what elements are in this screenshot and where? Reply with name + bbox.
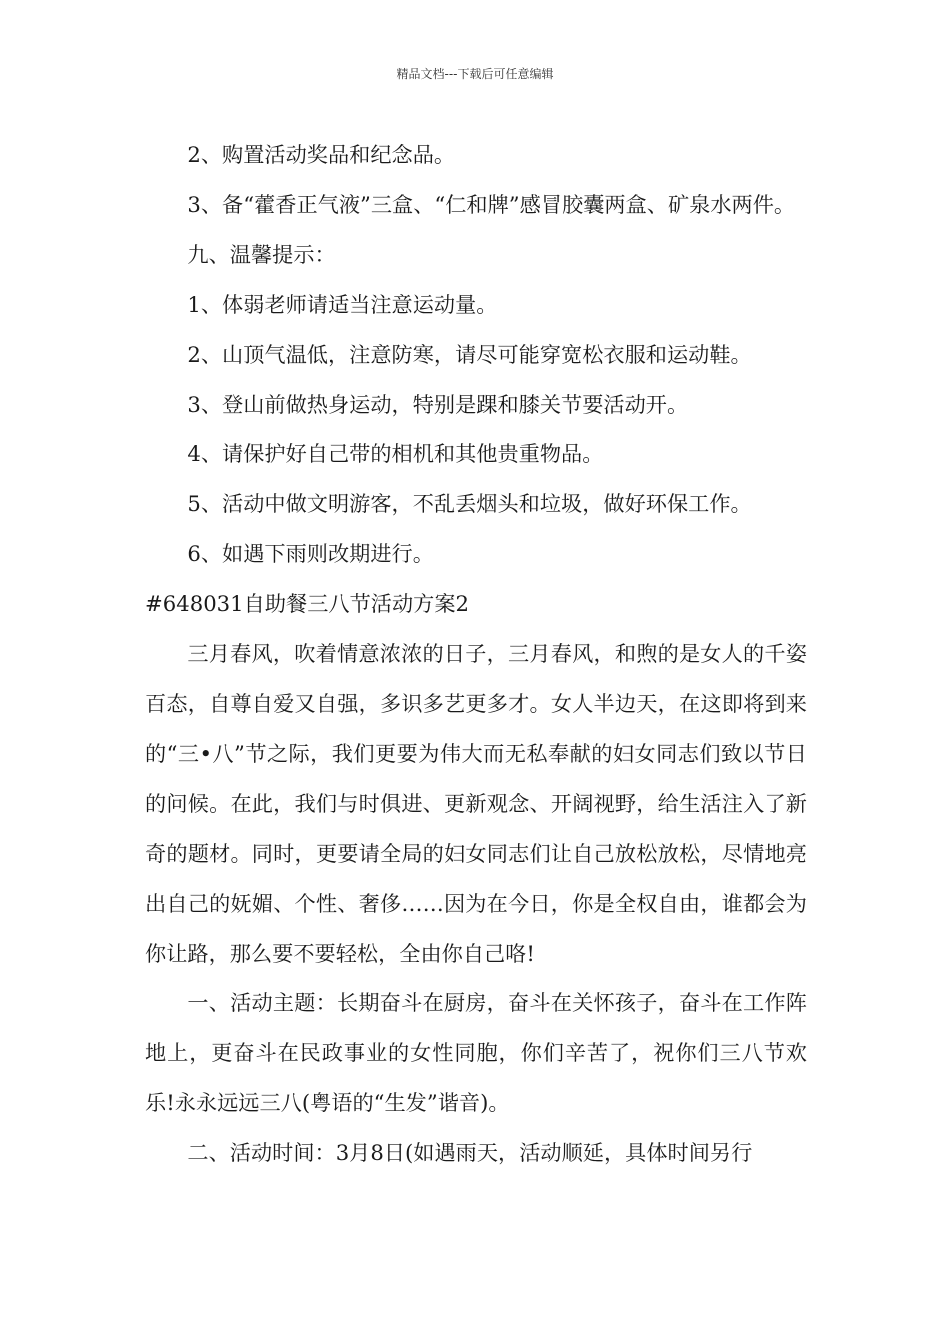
- paragraph-activity-theme: 一、活动主题：长期奋斗在厨房，奋斗在关怀孩子，奋斗在工作阵地上，更奋斗在民政事业的女性同胞，你们辛苦了，祝你们三八节欢乐!永永远远三八(粤语的“生发”谐音)。: [145, 990, 807, 1116]
- paragraph-tip-5: 5、活动中做文明游客，不乱丢烟头和垃圾，做好环保工作。: [187, 491, 752, 517]
- section-title-plan-2: #648031自助餐三八节活动方案2: [145, 591, 469, 617]
- paragraph-tip-3: 3、登山前做热身运动，特别是踝和膝关节要活动开。: [187, 391, 689, 417]
- page-header: 精品文档---下载后可任意编辑: [396, 67, 554, 81]
- paragraph-intro: 三月春风，吹着情意浓浓的日子，三月春风，和煦的是女人的千姿百态，自尊自爱又自强，多识多艺更多才。女人半边天，在这即将到来的“三•八”节之际，我们更要为伟大而无私奉献的妇女同志们致以节日的问候。在此，我们与时俱进、更新观念、开阔视野，给生活注入了新奇的题材。同时，更要请全局的妇女同志们让自己放松放松，尽情地亮出自己的妩媚、个性、奢侈……因为在今日，你是全权自由，谁都会为你让路，那么要不要轻松，全由你自己咯!: [145, 641, 807, 966]
- paragraph-medicine-supplies: 3、备“藿香正气液”三盒、“仁和牌”感冒胶囊两盒、矿泉水两件。: [187, 191, 796, 217]
- paragraph-tip-2: 2、山顶气温低，注意防寒，请尽可能穿宽松衣服和运动鞋。: [187, 341, 752, 367]
- section-heading-tips: 九、温馨提示：: [187, 241, 336, 267]
- paragraph-tip-6: 6、如遇下雨则改期进行。: [187, 541, 434, 567]
- document-body: [145, 130, 807, 1178]
- paragraph-activity-time: 二、活动时间：3月8日(如遇雨天，活动顺延，具体时间另行: [187, 1140, 753, 1166]
- paragraph-tip-4: 4、请保护好自己带的相机和其他贵重物品。: [187, 441, 604, 467]
- paragraph-purchase-prizes: 2、购置活动奖品和纪念品。: [187, 142, 456, 167]
- paragraph-tip-1: 1、体弱老师请适当注意运动量。: [187, 291, 498, 317]
